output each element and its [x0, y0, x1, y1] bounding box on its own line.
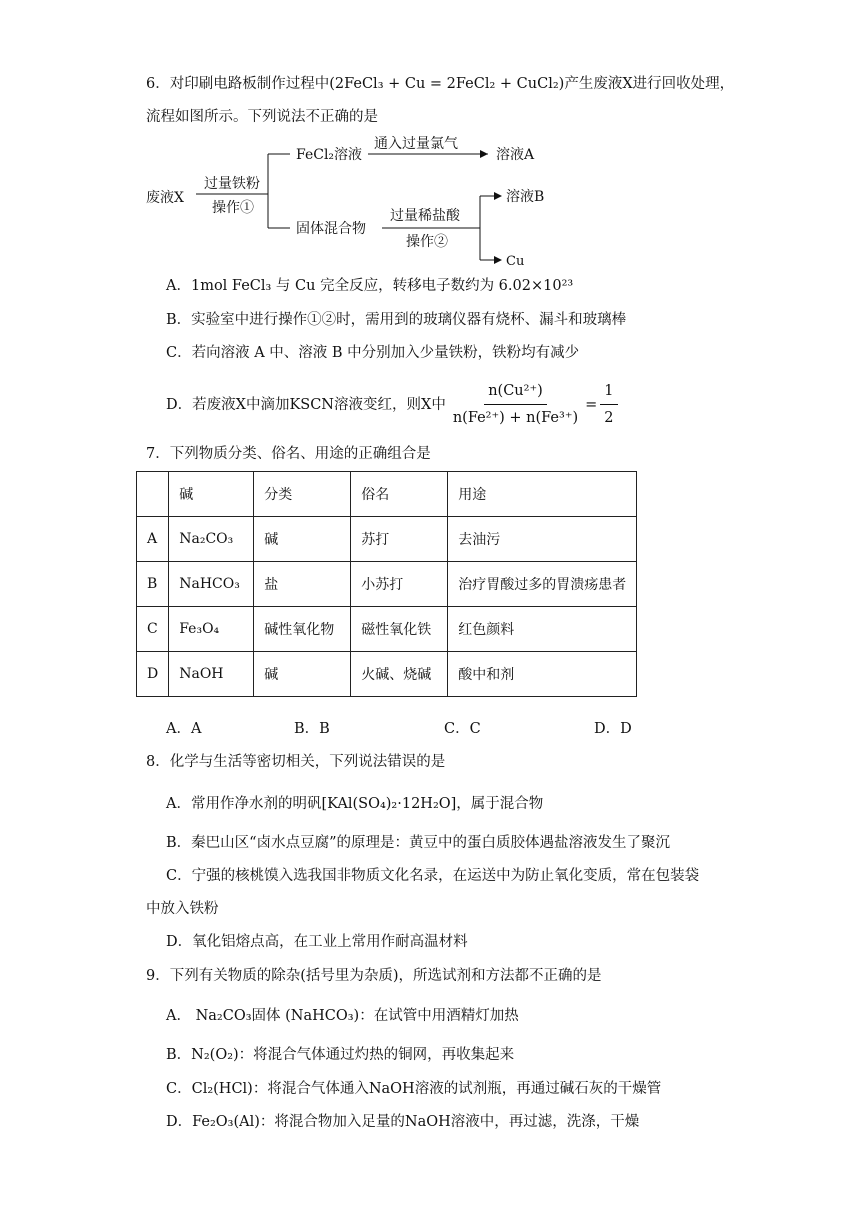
q9-stem: 9．下列有关物质的除杂(括号里为杂质)，所选试剂和方法都不正确的是 — [146, 968, 602, 984]
q8-option-c-line1: C．宁强的核桃馍入选我国非物质文化名录，在运送中为防止氧化变质，常在包装袋 — [166, 868, 700, 884]
table-row — [137, 607, 637, 652]
flow-lower-node: 固体混合物 — [296, 221, 366, 237]
flow-upper-arrow-label: 通入过量氯气 — [374, 136, 458, 152]
q7-choice-c: C．C — [444, 721, 481, 737]
table-cell: 碱 — [254, 517, 351, 562]
q7-stem: 7．下列物质分类、俗名、用途的正确组合是 — [146, 446, 431, 462]
q7-choices — [0, 719, 860, 739]
flow-upper-result: 溶液A — [496, 147, 535, 163]
fraction-denominator: n(Fe²⁺) + n(Fe³⁺) — [452, 410, 579, 426]
table-header-cell: 用途 — [448, 472, 637, 517]
table-cell: NaOH — [169, 652, 254, 697]
table-cell: 酸中和剂 — [448, 652, 637, 697]
q9-option-c: C．Cl₂(HCl)：将混合气体通入NaOH溶液的试剂瓶，再通过碱石灰的干燥管 — [166, 1081, 662, 1097]
flow-result-b: 溶液B — [506, 189, 545, 205]
q6-intro-b: )产生废液X进行回收处理， — [558, 76, 735, 92]
q8-option-d: D．氧化铝熔点高，在工业上常用作耐高温材料 — [166, 934, 468, 950]
table-cell: Fe₃O₄ — [169, 607, 254, 652]
flow-lower-arrow-bottom: 操作② — [406, 234, 448, 250]
q6-equation: 2FeCl₃ + Cu = 2FeCl₂ + CuCl₂ — [334, 76, 559, 92]
table-cell: 小苏打 — [351, 562, 448, 607]
q6-flow-diagram — [140, 130, 600, 266]
table-header-cell: 分类 — [254, 472, 351, 517]
flow-lower-arrow-top: 过量稀盐酸 — [390, 208, 460, 224]
q8-stem: 8．化学与生活等密切相关，下列说法错误的是 — [146, 754, 446, 770]
flow-step1-top: 过量铁粉 — [204, 176, 260, 192]
flow-result-cu: Cu — [506, 254, 525, 266]
q7-table — [136, 471, 637, 697]
q8-option-a: A．常用作净水剂的明矾[KAl(SO₄)₂·12H₂O]，属于混合物 — [166, 796, 544, 812]
table-cell: B — [137, 562, 169, 607]
q7-choice-a: A．A — [166, 721, 202, 737]
table-cell: NaHCO₃ — [169, 562, 254, 607]
flow-upper-node: FeCl₂溶液 — [296, 147, 363, 163]
q7-choice-b: B．B — [294, 721, 330, 737]
table-cell: 碱 — [254, 652, 351, 697]
fraction-numerator: n(Cu²⁺) — [484, 380, 547, 405]
q6-option-d-text: D．若废液X中滴加KSCN溶液变红，则X中 — [166, 396, 446, 413]
flow-split-upper-head — [494, 192, 502, 200]
q6-option-a: A．1mol FeCl₃ 与 Cu 完全反应，转移电子数约为 6.02×10²³ — [166, 278, 574, 294]
table-cell: D — [137, 652, 169, 697]
q6-option-b: B．实验室中进行操作①②时，需用到的玻璃仪器有烧杯、漏斗和玻璃棒 — [166, 312, 627, 328]
ratio-denominator: 2 — [604, 410, 614, 426]
q6-option-d-fraction — [449, 380, 582, 429]
table-header-cell: 碱 — [169, 472, 254, 517]
q6-option-d — [166, 380, 621, 429]
q9-option-a: A． Na₂CO₃固体 (NaHCO₃)：在试管中用酒精灯加热 — [166, 1008, 519, 1024]
table-cell: 红色颜料 — [448, 607, 637, 652]
q6-stem-line1 — [146, 74, 734, 94]
table-cell: 去油污 — [448, 517, 637, 562]
table-header-row — [137, 472, 637, 517]
q9-option-d: D．Fe₂O₃(Al)：将混合物加入足量的NaOH溶液中，再过滤，洗涤，干燥 — [166, 1114, 640, 1130]
table-cell: C — [137, 607, 169, 652]
table-row — [137, 652, 637, 697]
table-cell: Na₂CO₃ — [169, 517, 254, 562]
q6-intro-a: 对印刷电路板制作过程中( — [169, 76, 335, 92]
ratio-numerator: 1 — [600, 380, 617, 405]
table-header-cell: 俗名 — [351, 472, 448, 517]
table-cell: 火碱、烧碱 — [351, 652, 448, 697]
table-row — [137, 517, 637, 562]
flow-split-lower-head — [494, 256, 502, 264]
flow-step1-bottom: 操作① — [212, 200, 254, 216]
table-cell: 碱性氧化物 — [254, 607, 351, 652]
flow-start: 废液X — [146, 190, 184, 206]
table-cell: 盐 — [254, 562, 351, 607]
q6-stem-line2: 流程如图所示。下列说法不正确的是 — [146, 109, 378, 125]
table-header-cell — [137, 472, 169, 517]
table-cell: 治疗胃酸过多的胃溃疡患者 — [448, 562, 637, 607]
q6-number: 6． — [146, 76, 170, 92]
q6-option-c: C．若向溶液 A 中、溶液 B 中分别加入少量铁粉，铁粉均有减少 — [166, 345, 580, 361]
q6-option-d-ratio — [600, 380, 617, 429]
equals-sign: = — [585, 396, 598, 413]
flow-upper-arrowhead — [480, 150, 488, 158]
q9-option-b: B．N₂(O₂)：将混合气体通过灼热的铜网，再收集起来 — [166, 1047, 515, 1063]
q8-option-c-line2: 中放入铁粉 — [146, 901, 219, 917]
table-row — [137, 562, 637, 607]
q8-option-b: B．秦巴山区“卤水点豆腐”的原理是：黄豆中的蛋白质胶体遇盐溶液发生了聚沉 — [166, 835, 670, 851]
table-cell: 苏打 — [351, 517, 448, 562]
table-cell: A — [137, 517, 169, 562]
table-cell: 磁性氧化铁 — [351, 607, 448, 652]
q7-choice-d: D．D — [594, 721, 632, 737]
